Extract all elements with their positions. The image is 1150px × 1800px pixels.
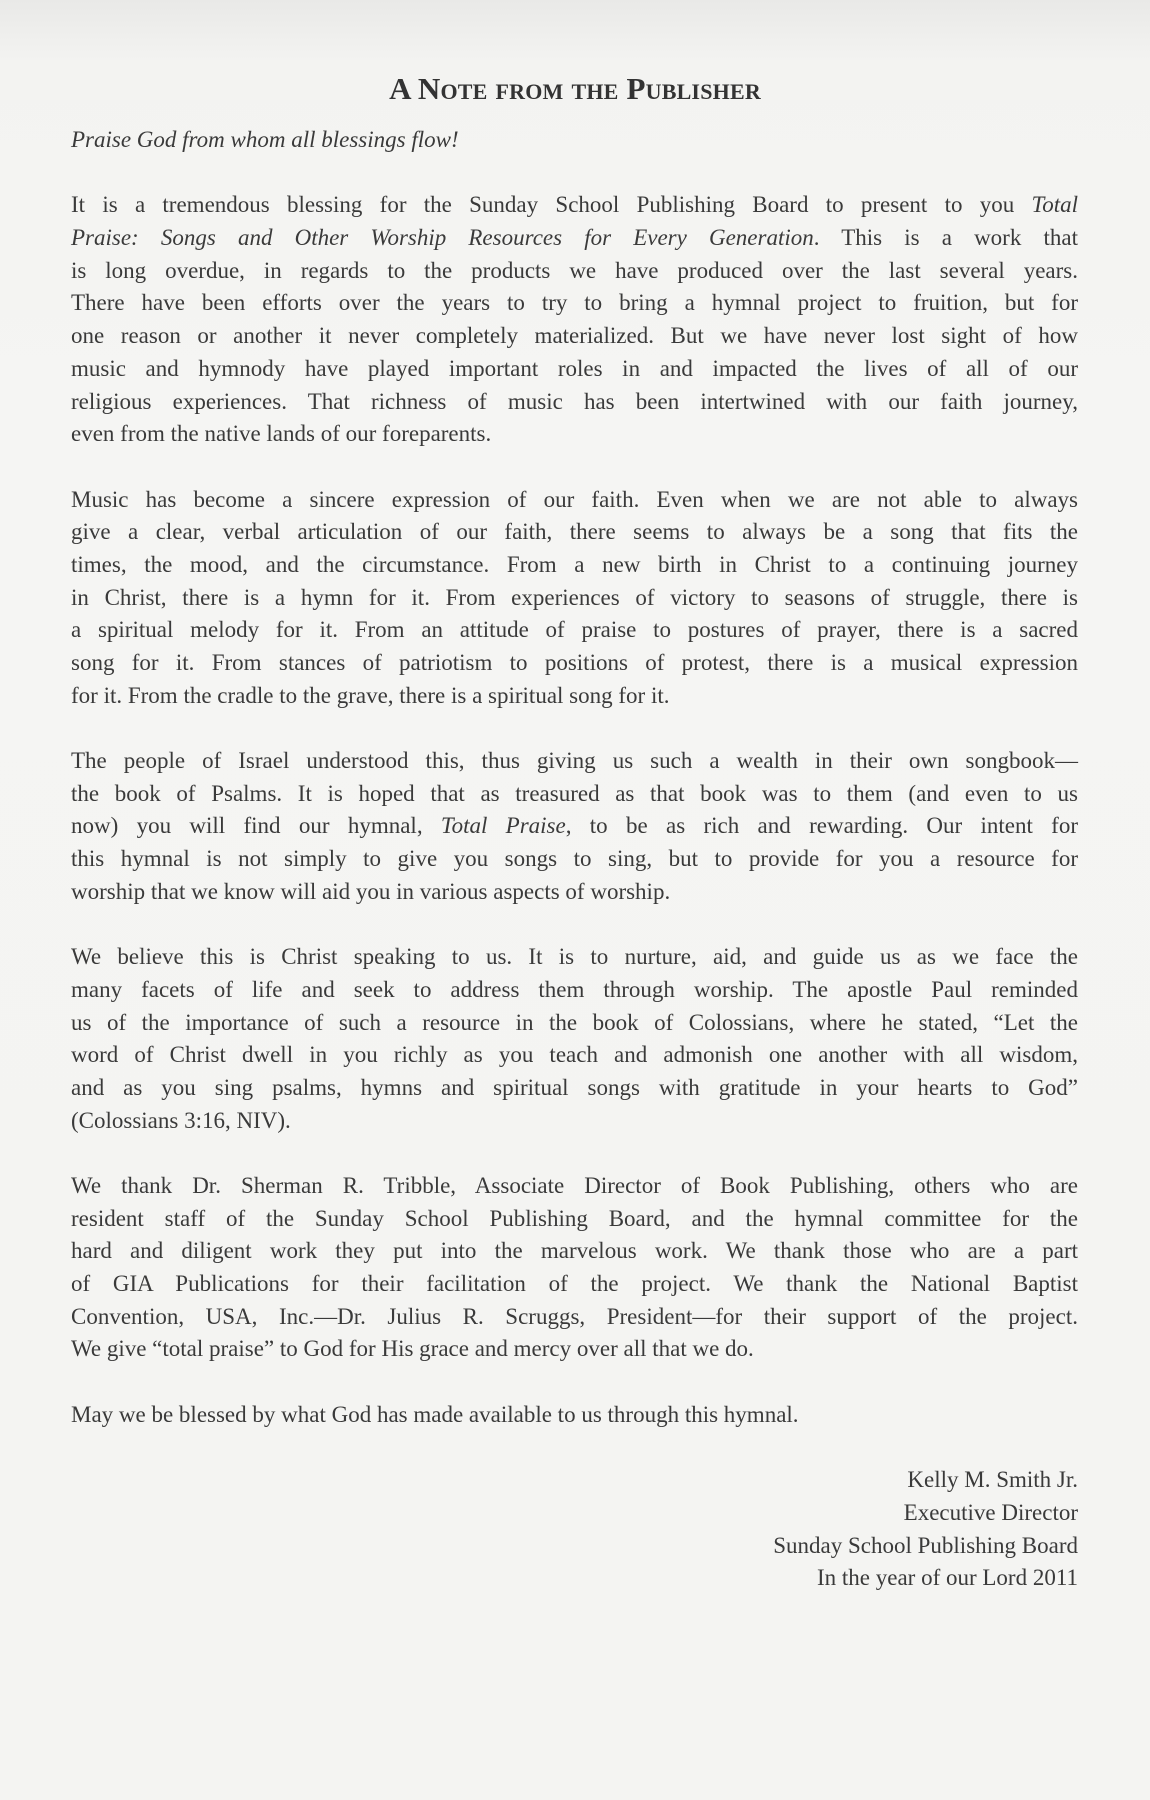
letter-body [71, 124, 1078, 1595]
text-line [71, 1333, 1078, 1366]
text-segment: It is a tremendous blessing for the Sunday School Publishing Board to present to you [71, 192, 1032, 218]
text-line [71, 353, 1078, 386]
text-segment: music and hymnody have played important roles in and impacted the lives of all of our [71, 355, 1078, 381]
text-line [71, 582, 1078, 615]
text-segment: The people of Israel understood this, thus giving us such a wealth in their own songbook— [71, 748, 1078, 774]
opening-italic: Praise God from whom all blessings flow! [71, 127, 459, 152]
opening-text [71, 124, 1078, 157]
signature-line: Kelly M. Smith Jr. [907, 1467, 1078, 1493]
page-title: A Note from the Publisher [389, 70, 761, 106]
signature-line: In the year of our Lord 2011 [816, 1565, 1078, 1591]
text-segment: us of the importance of such a resource in the book of Colossians, where he stated, “Let the [71, 1009, 1078, 1035]
text-line [71, 418, 1078, 451]
text-segment: this hymnal is not simply to give you songs to sing, but to provide for you a resource for [71, 846, 1078, 872]
paragraph [71, 941, 1078, 1137]
text-segment: We thank Dr. Sherman R. Tribble, Associate Director of Book Publishing, others who are [71, 1173, 1078, 1198]
text-segment: for it. From the cradle to the grave, there is a spiritual song for it. [71, 682, 670, 708]
text-line [71, 1301, 1078, 1334]
text-segment: many facets of life and seek to address them through worship. The apostle Paul reminded [71, 976, 1078, 1002]
text-segment: , to be as rich and rewarding. Our intent for [565, 813, 1078, 839]
text-line [71, 876, 1078, 909]
text-line [71, 287, 1078, 320]
signature-line: Sunday School Publishing Board [773, 1532, 1078, 1558]
text-segment: of GIA Publications for their facilitation of the project. We thank the National Baptist [71, 1271, 1078, 1297]
text-segment: Music has become a sincere expression of our faith. Even when we are not able to always [71, 486, 1078, 512]
text-segment: now) you will find our hymnal, [71, 813, 441, 839]
text-segment: We give “total praise” to God for His grace and mercy over all that we do. [71, 1336, 754, 1362]
text-line [71, 974, 1078, 1007]
text-line [71, 843, 1078, 876]
text-segment: Convention, USA, Inc.—Dr. Julius R. Scruggs, President—for their support of the project. [71, 1303, 1078, 1329]
text-segment: hard and diligent work they put into the marvelous work. We thank those who are a part [71, 1238, 1078, 1264]
text-line [71, 778, 1078, 811]
text-line [71, 1039, 1078, 1072]
text-segment: song for it. From stances of patriotism to positions of protest, there is a musical expression [71, 650, 1078, 675]
text-segment: in Christ, there is a hymn for it. From experiences of victory to seasons of struggle, there is [71, 584, 1078, 610]
text-segment: word of Christ dwell in you richly as you teach and admonish one another with all wisdom, [71, 1042, 1078, 1068]
text-line [71, 484, 1078, 517]
text-line [71, 614, 1078, 647]
text-line [71, 1235, 1078, 1268]
text-segment: one reason or another it never completely materialized. But we have never lost sight of how [71, 323, 1078, 349]
paragraph [71, 1170, 1078, 1366]
text-line [71, 745, 1078, 778]
opening-line [71, 124, 1078, 157]
paragraphs [71, 189, 1078, 1431]
text-segment: May we be blessed by what God has made available to us through this hymnal. [71, 1401, 799, 1427]
italic-text: Total [1031, 192, 1078, 218]
text-line [71, 320, 1078, 353]
text-line [71, 516, 1078, 549]
text-line [71, 1105, 1078, 1138]
text-segment: even from the native lands of our foreparents. [71, 421, 492, 447]
text-line [71, 1203, 1078, 1236]
text-segment: (Colossians 3:16, NIV). [71, 1107, 291, 1133]
signature-block [71, 1464, 1078, 1595]
text-segment: worship that we know will aid you in various aspects of worship. [71, 878, 671, 904]
italic-text: Total Praise [440, 813, 566, 839]
signature-line: Executive Director [903, 1499, 1078, 1525]
text-line [71, 1072, 1078, 1105]
text-segment: is long overdue, in regards to the products we have produced over the last several years. [71, 257, 1078, 283]
text-line [71, 1170, 1078, 1203]
text-line [71, 386, 1078, 419]
text-segment: give a clear, verbal articulation of our faith, there seems to always be a song that fits the [71, 519, 1078, 545]
text-segment: resident staff of the Sunday School Publishing Board, and the hymnal committee for the [71, 1205, 1078, 1231]
text-segment: We believe this is Christ speaking to us. It is to nurture, aid, and guide us as we face the [71, 944, 1078, 970]
text-segment: a spiritual melody for it. From an attitude of praise to postures of prayer, there is a sacred [71, 617, 1078, 643]
text-line [71, 680, 1078, 713]
paragraph [71, 189, 1078, 451]
text-line [71, 810, 1078, 843]
text-line [71, 549, 1078, 582]
paragraph [71, 745, 1078, 908]
text-line [71, 255, 1078, 288]
text-segment: There have been efforts over the years to try to bring a hymnal project to fruition, but for [71, 290, 1078, 316]
italic-text: Praise: Songs and Other Worship Resources for Every Generation [71, 225, 814, 251]
text-segment: the book of Psalms. It is hoped that as treasured as that book was to them (and even to us [71, 780, 1078, 806]
text-line [71, 189, 1078, 222]
text-segment: religious experiences. That richness of music has been intertwined with our faith journey, [71, 388, 1078, 414]
text-segment: times, the mood, and the circumstance. From a new birth in Christ to a continuing journey [71, 551, 1078, 577]
text-line [71, 1268, 1078, 1301]
paragraph [71, 1399, 1078, 1432]
text-line [71, 222, 1078, 255]
text-segment: . This is a work that [813, 225, 1078, 251]
text-segment: and as you sing psalms, hymns and spiritual songs with gratitude in your hearts to God” [71, 1074, 1078, 1100]
text-line [71, 1399, 1078, 1432]
text-line [71, 647, 1078, 680]
text-line [71, 1007, 1078, 1040]
text-line [71, 941, 1078, 974]
paragraph [71, 484, 1078, 713]
